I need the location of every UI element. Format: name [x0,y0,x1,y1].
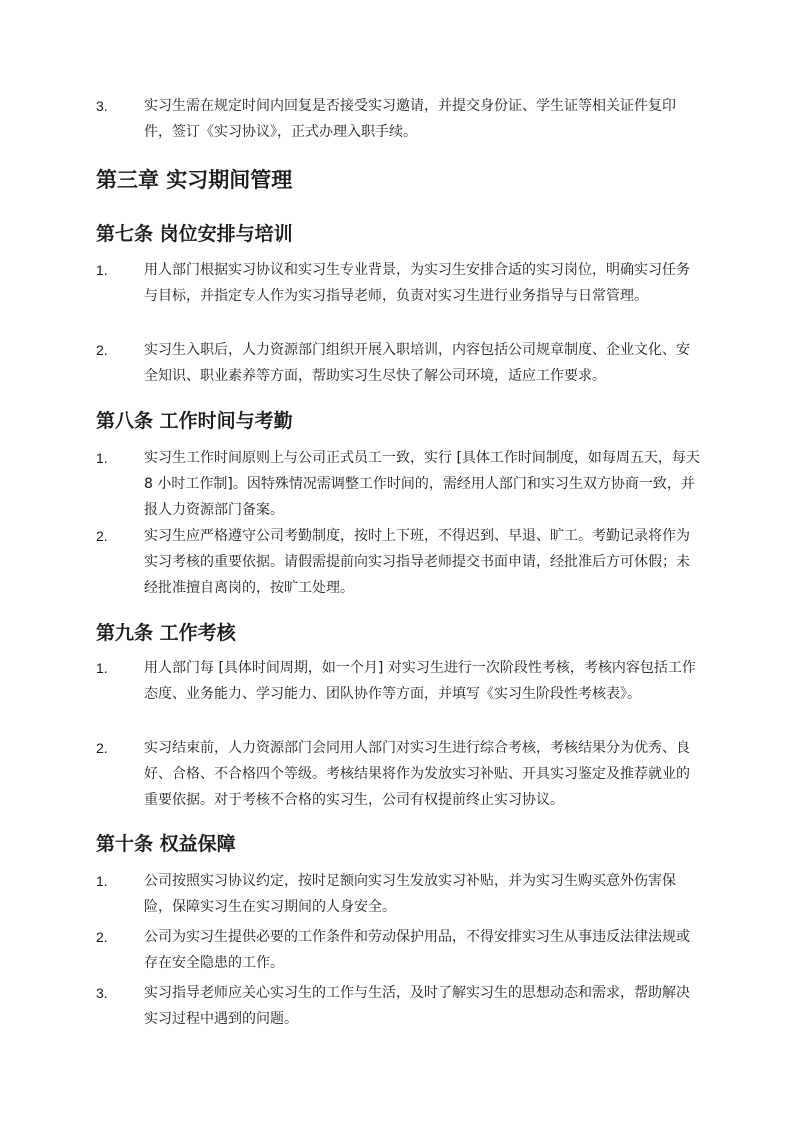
list-text: 实习结束前，人力资源部门会同用人部门对实习生进行综合考核，考核结果分为优秀、良好、合格、不合格四个等级。考核结果将作为发放实习补贴、开具实习鉴定及推荐就业的重要依据。对于考核不合格的实习生，公司有权提前终止实习协议。 [144,740,690,808]
list-text: 公司按照实习协议约定，按时足额向实习生发放实习补贴，并为实习生购买意外伤害保险，保障实习生在实习期间的人身安全。 [144,873,676,915]
article-title: 第七条 岗位安排与培训 [96,223,293,245]
list-item [0,868,794,920]
list-item [0,655,794,707]
list-text: 公司为实习生提供必要的工作条件和劳动保护用品，不得安排实习生从事违反法律法规或存在安全隐患的工作。 [144,929,690,971]
list-text: 实习生应严格遵守公司考勤制度，按时上下班，不得迟到、早退、旷工。考勤记录将作为实习考核的重要依据。请假需提前向实习指导老师提交书面申请，经批准后方可休假；未经批准擅自离岗的，按旷工处理。 [144,528,690,596]
article-title: 第十条 权益保障 [96,833,236,855]
list-item [0,980,794,1032]
list-number: 2. [96,342,108,358]
list-number: 1. [96,660,108,676]
list-item [0,445,794,523]
list-number: 1. [96,873,108,889]
list-item [0,523,794,601]
list-text: 用人部门每 [具体时间周期，如一个月] 对实习生进行一次阶段性考核，考核内容包括工作态度、业务能力、学习能力、团队协作等方面，并填写《实习生阶段性考核表》。 [144,660,696,702]
list-text: 实习指导老师应关心实习生的工作与生活，及时了解实习生的思想动态和需求，帮助解决实习过程中遇到的问题。 [144,985,690,1027]
list-number: 2. [96,929,108,945]
list-number: 3. [96,98,108,114]
list-item [0,924,794,976]
list-item [0,93,794,145]
list-number: 2. [96,740,108,756]
article-title: 第八条 工作时间与考勤 [96,410,293,432]
list-number: 2. [96,528,108,544]
list-text: 实习生入职后，人力资源部门组织开展入职培训，内容包括公司规章制度、企业文化、安全知识、职业素养等方面，帮助实习生尽快了解公司环境，适应工作要求。 [144,342,690,384]
list-text: 实习生工作时间原则上与公司正式员工一致，实行 [具体工作时间制度，如每周五天，每天 8 小时工作制]。因特殊情况需调整工作时间的，需经用人部门和实习生双方协商一致，并报人力资源部门备案。 [144,450,700,518]
list-number: 1. [96,450,108,466]
chapter-title: 第三章 实习期间管理 [96,168,293,192]
list-number: 3. [96,985,108,1001]
list-item [0,257,794,309]
list-number: 1. [96,262,108,278]
list-item [0,337,794,389]
list-text: 实习生需在规定时间内回复是否接受实习邀请，并提交身份证、学生证等相关证件复印件，签订《实习协议》，正式办理入职手续。 [144,98,676,140]
list-text: 用人部门根据实习协议和实习生专业背景，为实习生安排合适的实习岗位，明确实习任务与目标，并指定专人作为实习指导老师，负责对实习生进行业务指导与日常管理。 [144,262,690,304]
article-title: 第九条 工作考核 [96,622,236,644]
list-item [0,735,794,813]
